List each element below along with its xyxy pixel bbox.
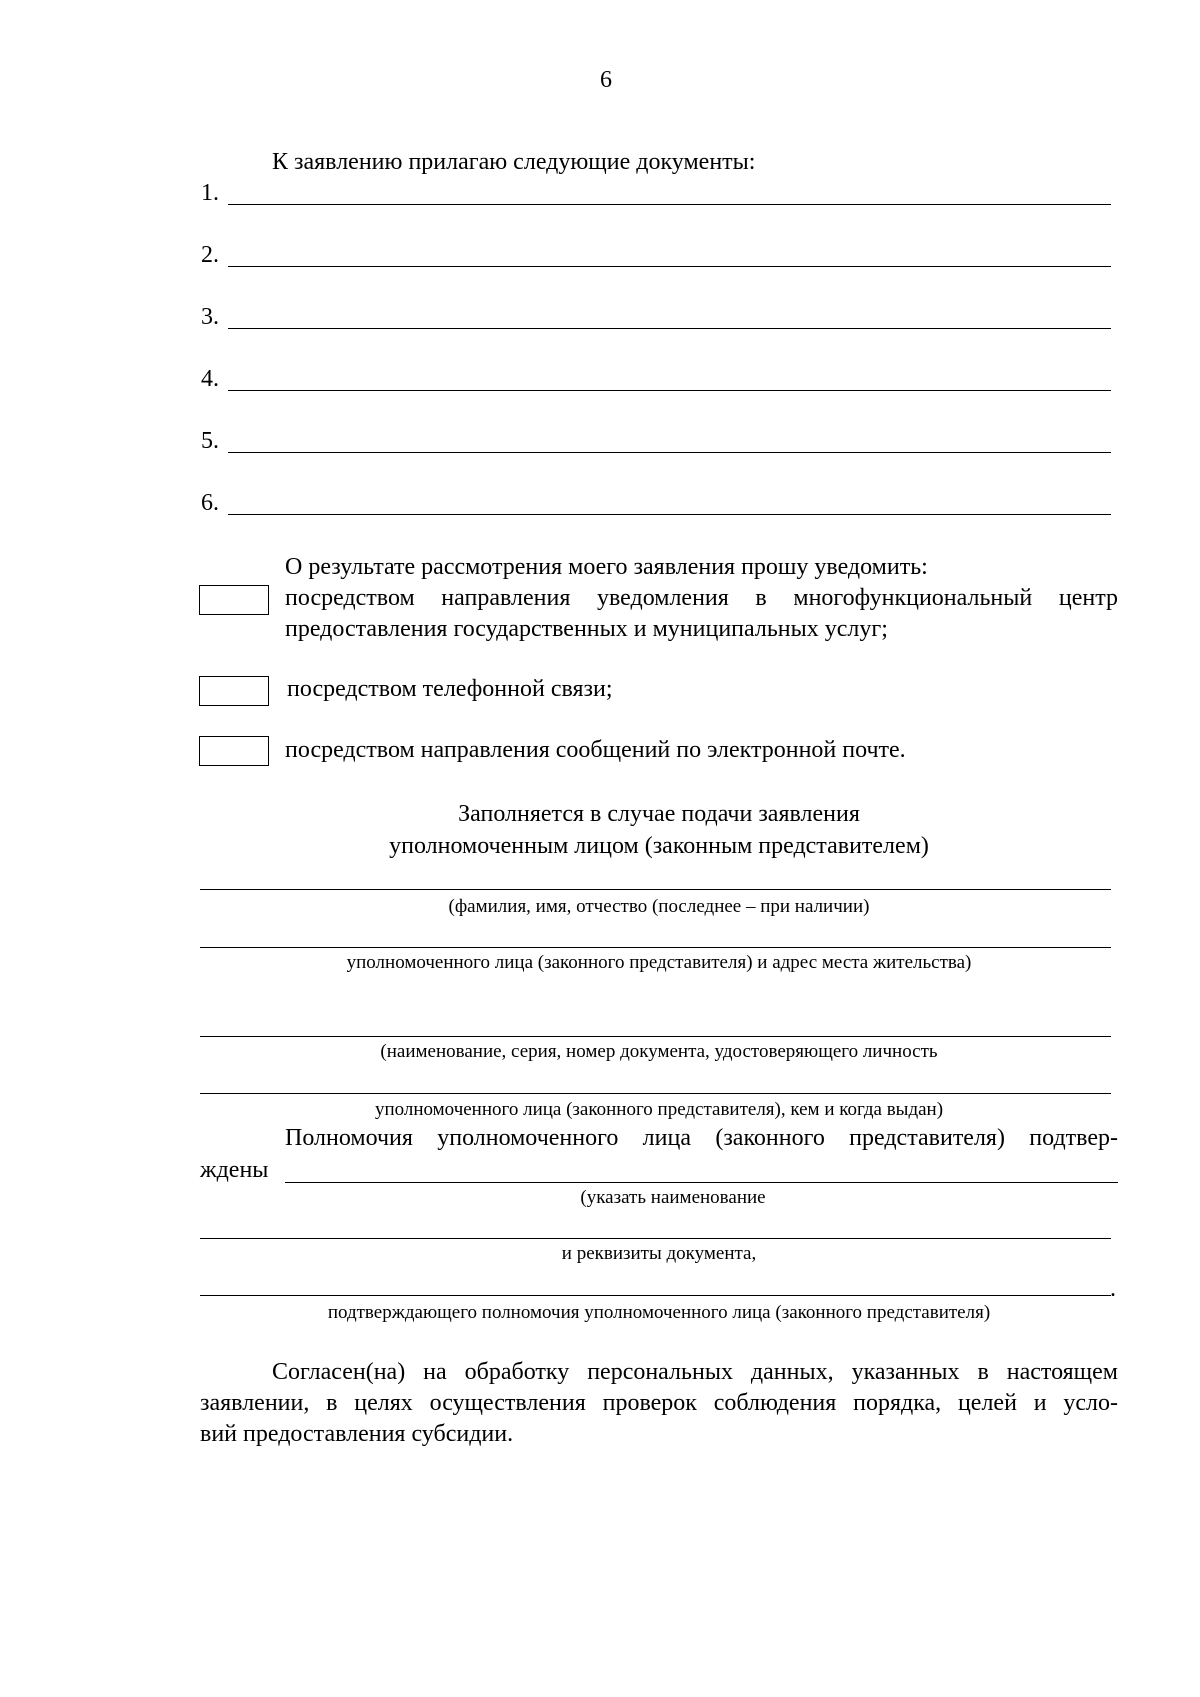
notification-heading: О результате рассмотрения моего заявления прошу уведомить: [285, 554, 928, 580]
option-phone: посредством телефонной связи; [287, 676, 613, 702]
option-mfc-line2: предоставления государственных и муниципальных услуг; [285, 616, 888, 642]
attachment-field[interactable] [228, 328, 1111, 329]
option-email: посредством направления сообщений по электронной почте. [285, 737, 906, 763]
page-number: 6 [600, 67, 612, 93]
powers-line2: ждены [200, 1157, 269, 1183]
representative-address-field[interactable] [200, 947, 1111, 948]
attachment-number: 2. [201, 242, 219, 268]
caption-document-line2: уполномоченного лица (законного представителя), кем и когда выдан) [374, 1099, 944, 1120]
attachment-number: 4. [201, 366, 219, 392]
consent-line1: Согласен(на) на обработку персональных данных, указанных в настоящем [272, 1359, 1118, 1385]
powers-confirmation-field[interactable] [200, 1295, 1111, 1296]
checkbox-mfc[interactable] [199, 585, 269, 615]
attachment-number: 5. [201, 428, 219, 454]
caption-powers-line3: подтверждающего полномочия уполномоченного лица (законного представителя) [327, 1302, 991, 1323]
attachment-number: 3. [201, 304, 219, 330]
line-end-period: . [1110, 1276, 1116, 1302]
representative-heading-line1: Заполняется в случае подачи заявления [458, 801, 860, 827]
caption-powers-line1: (указать наименование [580, 1187, 766, 1208]
powers-requisites-field[interactable] [200, 1238, 1111, 1239]
checkbox-email[interactable] [199, 736, 269, 766]
powers-line1: Полномочия уполномоченного лица (законного представителя) подтвер- [285, 1125, 1118, 1151]
representative-document-field[interactable] [200, 1036, 1111, 1037]
representative-heading-line2: уполномоченным лицом (законным представителем) [389, 833, 929, 859]
attachment-field[interactable] [228, 452, 1111, 453]
caption-document-line1: (наименование, серия, номер документа, удостоверяющего личность [380, 1041, 938, 1062]
representative-name-field[interactable] [200, 889, 1111, 890]
caption-name-line2: уполномоченного лица (законного представителя) и адрес места жительства) [346, 952, 972, 973]
attachment-field[interactable] [228, 204, 1111, 205]
consent-line3: вий предоставления субсидии. [200, 1421, 514, 1447]
option-mfc-line1: посредством направления уведомления в многофункциональный центр [285, 585, 1118, 611]
representative-document-issuer-field[interactable] [200, 1093, 1111, 1094]
consent-line2: заявлении, в целях осуществления проверок соблюдения порядка, целей и усло- [200, 1390, 1118, 1416]
powers-document-field[interactable] [285, 1182, 1118, 1183]
caption-powers-line2: и реквизиты документа, [561, 1243, 757, 1264]
checkbox-phone[interactable] [199, 676, 269, 706]
attachment-field[interactable] [228, 390, 1111, 391]
attachment-number: 6. [201, 490, 219, 516]
attachment-number: 1. [201, 180, 219, 206]
attachment-field[interactable] [228, 266, 1111, 267]
attachment-field[interactable] [228, 514, 1111, 515]
caption-name-line1: (фамилия, имя, отчество (последнее – при наличии) [448, 896, 870, 917]
attachments-heading: К заявлению прилагаю следующие документы: [272, 149, 756, 175]
